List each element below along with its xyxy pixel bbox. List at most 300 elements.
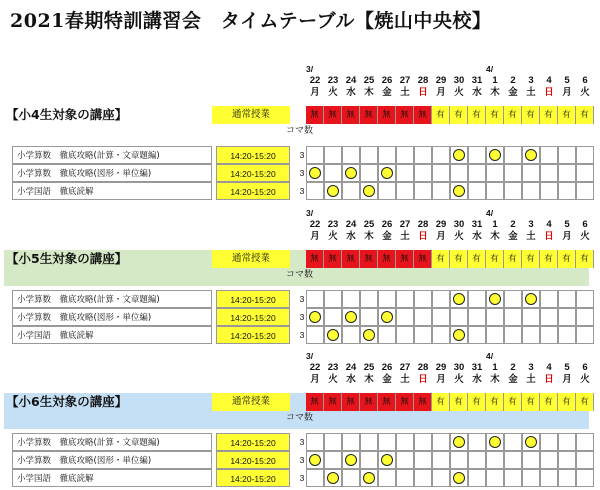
date-weekday: 日 (418, 374, 428, 385)
date-weekday: 水 (472, 374, 482, 385)
regular-class-status: 有 (450, 393, 468, 411)
schedule-day-cell (522, 308, 540, 326)
date-weekday: 土 (526, 231, 536, 242)
regular-class-status: 有 (468, 250, 486, 268)
date-day: 28 (417, 219, 429, 230)
course-koma-count: 3 (299, 473, 305, 483)
class-day-circle-icon (453, 185, 465, 197)
schedule-day-cell (342, 164, 360, 182)
class-day-circle-icon (489, 293, 501, 305)
date-weekday: 木 (364, 231, 374, 242)
date-month (432, 351, 450, 361)
course-time: 14:20-15:20 (216, 451, 290, 469)
schedule-day-cell (468, 290, 486, 308)
schedule-day-cell (360, 290, 378, 308)
regular-class-status: 無 (378, 393, 396, 411)
date-column-header (306, 351, 324, 393)
date-column-header (468, 351, 486, 393)
schedule-day-cell (396, 433, 414, 451)
date-weekday: 火 (454, 87, 464, 98)
class-day-circle-icon (453, 329, 465, 341)
schedule-day-cell (540, 326, 558, 344)
regular-class-status: 無 (360, 393, 378, 411)
regular-class-status: 有 (522, 393, 540, 411)
date-day: 27 (399, 362, 411, 373)
date-column-header (504, 64, 522, 106)
date-month (504, 64, 522, 74)
class-day-circle-icon (345, 454, 357, 466)
date-weekday: 日 (544, 87, 554, 98)
date-day: 25 (363, 75, 375, 86)
date-weekday: 水 (346, 231, 356, 242)
date-column-header (450, 64, 468, 106)
class-day-circle-icon (489, 436, 501, 448)
class-day-circle-icon (453, 149, 465, 161)
schedule-day-cell (324, 451, 342, 469)
date-column-header (414, 351, 432, 393)
date-column-header (486, 208, 504, 250)
schedule-day-cell (378, 290, 396, 308)
date-column-header (432, 64, 450, 106)
date-month (522, 208, 540, 218)
date-day: 2 (510, 75, 516, 86)
schedule-day-cell (576, 164, 594, 182)
date-month (432, 64, 450, 74)
schedule-day-cell (306, 164, 324, 182)
date-day: 5 (564, 75, 570, 86)
schedule-day-cell (504, 182, 522, 200)
regular-class-status: 有 (540, 393, 558, 411)
schedule-day-cell (342, 326, 360, 344)
schedule-day-cell (468, 433, 486, 451)
course-time: 14:20-15:20 (216, 164, 290, 182)
schedule-day-cell (558, 326, 576, 344)
course-koma-count: 3 (299, 455, 305, 465)
date-month (558, 64, 576, 74)
schedule-day-cell (450, 469, 468, 487)
schedule-day-cell (378, 308, 396, 326)
date-day: 29 (435, 362, 447, 373)
schedule-day-cell (396, 164, 414, 182)
schedule-day-cell (450, 326, 468, 344)
regular-class-status: 無 (306, 393, 324, 411)
date-column-header (468, 208, 486, 250)
schedule-day-cell (450, 433, 468, 451)
schedule-day-cell (468, 308, 486, 326)
course-name: 小学算数 徹底攻略(計算・文章題編) (12, 433, 212, 451)
section-header-band (4, 250, 589, 286)
schedule-day-cell (468, 146, 486, 164)
regular-class-status: 有 (558, 106, 576, 124)
regular-class-status: 有 (468, 106, 486, 124)
course-koma-count: 3 (299, 312, 305, 322)
date-month (540, 208, 558, 218)
date-month (342, 208, 360, 218)
date-column-header (504, 208, 522, 250)
date-column-header (396, 64, 414, 106)
schedule-day-cell (378, 164, 396, 182)
date-day: 4 (546, 362, 552, 373)
course-row (12, 164, 589, 182)
date-column-header (558, 208, 576, 250)
schedule-day-cell (306, 469, 324, 487)
date-column-header (360, 64, 378, 106)
schedule-day-cell (360, 451, 378, 469)
date-weekday: 土 (400, 87, 410, 98)
schedule-day-cell (360, 326, 378, 344)
course-koma-count: 3 (299, 168, 305, 178)
date-day: 2 (510, 219, 516, 230)
schedule-day-cell (486, 308, 504, 326)
date-month (396, 208, 414, 218)
date-month (324, 64, 342, 74)
date-day: 24 (345, 75, 357, 86)
date-day: 26 (381, 219, 393, 230)
schedule-day-cell (486, 164, 504, 182)
date-day: 3 (528, 75, 534, 86)
schedule-day-cell (378, 326, 396, 344)
schedule-day-cell (468, 451, 486, 469)
schedule-day-cell (342, 146, 360, 164)
date-column-header (576, 351, 594, 393)
schedule-day-cell (468, 164, 486, 182)
class-day-circle-icon (309, 311, 321, 323)
schedule-day-cell (576, 326, 594, 344)
schedule-day-cell (306, 308, 324, 326)
regular-class-status: 無 (324, 250, 342, 268)
date-day: 23 (327, 75, 339, 86)
schedule-day-cell (504, 433, 522, 451)
date-month (342, 351, 360, 361)
schedule-day-cell (414, 146, 432, 164)
class-day-circle-icon (363, 472, 375, 484)
komasu-label: コマ数 (286, 413, 314, 423)
schedule-day-cell (360, 164, 378, 182)
section-header-band (4, 106, 589, 142)
date-day: 27 (399, 219, 411, 230)
date-month: 4/ (486, 64, 494, 74)
date-day: 29 (435, 75, 447, 86)
date-column-header (522, 64, 540, 106)
date-day: 25 (363, 219, 375, 230)
regular-class-status: 有 (450, 106, 468, 124)
regular-class-status: 有 (486, 250, 504, 268)
komasu-label: コマ数 (286, 126, 314, 136)
schedule-day-cell (324, 469, 342, 487)
schedule-day-cell (306, 433, 324, 451)
section-heading: 【小5生対象の講座】 (6, 251, 128, 266)
schedule-day-cell (540, 146, 558, 164)
schedule-day-cell (576, 433, 594, 451)
schedule-day-cell (522, 451, 540, 469)
date-weekday: 金 (508, 87, 518, 98)
schedule-day-cell (558, 433, 576, 451)
regular-class-status: 有 (450, 250, 468, 268)
timetable-section-grade4 (4, 64, 596, 197)
date-weekday: 水 (346, 374, 356, 385)
course-name: 小学算数 徹底攻略(計算・文章題編) (12, 146, 212, 164)
schedule-day-cell (432, 433, 450, 451)
schedule-day-cell (468, 469, 486, 487)
regular-class-status: 有 (468, 393, 486, 411)
schedule-day-cell (378, 146, 396, 164)
schedule-day-cell (414, 308, 432, 326)
schedule-day-cell (540, 290, 558, 308)
date-column-header (576, 208, 594, 250)
date-day: 30 (453, 219, 465, 230)
schedule-day-cell (396, 308, 414, 326)
date-column-header (324, 351, 342, 393)
schedule-day-cell (414, 469, 432, 487)
date-weekday: 木 (364, 374, 374, 385)
date-weekday: 水 (472, 87, 482, 98)
regular-class-label: 通常授業 (212, 106, 290, 124)
regular-class-status: 無 (414, 393, 432, 411)
date-day: 3 (528, 219, 534, 230)
date-weekday: 月 (310, 231, 320, 242)
date-month (378, 64, 396, 74)
date-day: 23 (327, 362, 339, 373)
date-day: 1 (492, 219, 498, 230)
date-column-header (522, 208, 540, 250)
date-column-header (324, 208, 342, 250)
date-day: 3 (528, 362, 534, 373)
date-weekday: 日 (544, 374, 554, 385)
schedule-day-cell (432, 451, 450, 469)
schedule-day-cell (576, 308, 594, 326)
regular-class-status: 無 (306, 106, 324, 124)
regular-class-status: 無 (360, 106, 378, 124)
schedule-day-cell (342, 308, 360, 326)
date-month (576, 64, 594, 74)
class-day-circle-icon (309, 167, 321, 179)
date-month (360, 351, 378, 361)
class-day-circle-icon (525, 293, 537, 305)
schedule-day-cell (432, 308, 450, 326)
date-month (522, 64, 540, 74)
regular-class-status: 有 (432, 393, 450, 411)
course-time: 14:20-15:20 (216, 326, 290, 344)
date-month (414, 64, 432, 74)
date-weekday: 日 (544, 231, 554, 242)
date-column-header (414, 64, 432, 106)
schedule-day-cell (504, 308, 522, 326)
date-weekday: 火 (580, 374, 590, 385)
regular-class-status: 有 (540, 250, 558, 268)
course-time: 14:20-15:20 (216, 290, 290, 308)
schedule-day-cell (360, 308, 378, 326)
schedule-day-cell (450, 164, 468, 182)
schedule-day-cell (432, 146, 450, 164)
course-name: 小学算数 徹底攻略(計算・文章題編) (12, 290, 212, 308)
date-column-header (486, 64, 504, 106)
regular-class-status: 無 (414, 106, 432, 124)
date-month (504, 208, 522, 218)
course-name: 小学算数 徹底攻略(図形・単位編) (12, 164, 212, 182)
date-weekday: 月 (562, 374, 572, 385)
date-month (378, 208, 396, 218)
date-month (324, 208, 342, 218)
date-day: 2 (510, 362, 516, 373)
date-weekday: 月 (310, 374, 320, 385)
date-column-header (360, 351, 378, 393)
course-time: 14:20-15:20 (216, 182, 290, 200)
schedule-day-cell (414, 326, 432, 344)
class-day-circle-icon (525, 436, 537, 448)
regular-class-status: 有 (576, 106, 594, 124)
schedule-day-cell (486, 290, 504, 308)
date-day: 6 (582, 219, 588, 230)
class-day-circle-icon (345, 311, 357, 323)
date-weekday: 木 (490, 374, 500, 385)
date-month (504, 351, 522, 361)
schedule-day-cell (486, 433, 504, 451)
class-day-circle-icon (363, 185, 375, 197)
course-row (12, 469, 589, 487)
course-name: 小学算数 徹底攻略(図形・単位編) (12, 451, 212, 469)
course-row (12, 146, 589, 164)
date-weekday: 金 (382, 231, 392, 242)
date-day: 1 (492, 362, 498, 373)
date-column-header (378, 351, 396, 393)
regular-class-status: 無 (342, 106, 360, 124)
class-day-circle-icon (381, 454, 393, 466)
date-day: 22 (309, 75, 321, 86)
date-weekday: 木 (490, 87, 500, 98)
date-column-header (540, 351, 558, 393)
course-row (12, 451, 589, 469)
class-day-circle-icon (489, 149, 501, 161)
schedule-day-cell (432, 164, 450, 182)
regular-class-status: 有 (522, 106, 540, 124)
date-day: 31 (471, 219, 483, 230)
date-month (360, 208, 378, 218)
regular-class-status: 無 (396, 250, 414, 268)
schedule-day-cell (576, 451, 594, 469)
date-month (468, 64, 486, 74)
schedule-day-cell (342, 451, 360, 469)
class-day-circle-icon (453, 293, 465, 305)
schedule-day-cell (324, 146, 342, 164)
date-weekday: 月 (436, 231, 446, 242)
date-weekday: 水 (346, 87, 356, 98)
date-weekday: 月 (562, 87, 572, 98)
date-month (432, 208, 450, 218)
course-koma-count: 3 (299, 150, 305, 160)
schedule-day-cell (522, 326, 540, 344)
date-column-header (540, 208, 558, 250)
date-weekday: 土 (526, 374, 536, 385)
date-weekday: 火 (328, 374, 338, 385)
schedule-day-cell (432, 326, 450, 344)
schedule-day-cell (432, 290, 450, 308)
class-day-circle-icon (453, 436, 465, 448)
schedule-day-cell (450, 451, 468, 469)
date-column-header (468, 64, 486, 106)
schedule-day-cell (324, 182, 342, 200)
date-month (360, 64, 378, 74)
date-month (522, 351, 540, 361)
regular-class-status: 無 (342, 393, 360, 411)
course-name: 小学算数 徹底攻略(図形・単位編) (12, 308, 212, 326)
date-month: 3/ (306, 208, 314, 218)
schedule-day-cell (306, 182, 324, 200)
date-weekday: 木 (490, 231, 500, 242)
course-row (12, 182, 589, 200)
date-weekday: 火 (328, 231, 338, 242)
schedule-day-cell (468, 326, 486, 344)
date-weekday: 火 (580, 231, 590, 242)
schedule-day-cell (486, 182, 504, 200)
date-day: 24 (345, 362, 357, 373)
date-column-header (306, 208, 324, 250)
regular-class-status: 無 (306, 250, 324, 268)
schedule-day-cell (540, 433, 558, 451)
date-column-header (504, 351, 522, 393)
date-weekday: 土 (400, 374, 410, 385)
date-column-header (306, 64, 324, 106)
date-day: 30 (453, 75, 465, 86)
date-day: 25 (363, 362, 375, 373)
date-day: 22 (309, 219, 321, 230)
course-name: 小学国語 徹底読解 (12, 326, 212, 344)
course-time: 14:20-15:20 (216, 469, 290, 487)
schedule-day-cell (306, 326, 324, 344)
schedule-day-cell (486, 146, 504, 164)
course-time: 14:20-15:20 (216, 146, 290, 164)
date-day: 1 (492, 75, 498, 86)
schedule-day-cell (540, 469, 558, 487)
date-month (540, 64, 558, 74)
regular-class-label: 通常授業 (212, 250, 290, 268)
date-weekday: 金 (508, 374, 518, 385)
course-row (12, 433, 589, 451)
schedule-day-cell (522, 433, 540, 451)
regular-class-status: 有 (576, 250, 594, 268)
date-weekday: 月 (436, 374, 446, 385)
course-koma-count: 3 (299, 330, 305, 340)
date-day: 31 (471, 75, 483, 86)
schedule-day-cell (306, 146, 324, 164)
date-month (342, 64, 360, 74)
course-name: 小学国語 徹底読解 (12, 182, 212, 200)
date-day: 5 (564, 362, 570, 373)
date-column-header (378, 208, 396, 250)
date-month (414, 351, 432, 361)
schedule-day-cell (450, 290, 468, 308)
date-day: 26 (381, 362, 393, 373)
regular-class-status: 有 (540, 106, 558, 124)
regular-class-status: 無 (342, 250, 360, 268)
date-weekday: 土 (526, 87, 536, 98)
course-koma-count: 3 (299, 294, 305, 304)
schedule-day-cell (540, 451, 558, 469)
date-weekday: 日 (418, 87, 428, 98)
course-koma-count: 3 (299, 186, 305, 196)
date-column-header (396, 208, 414, 250)
schedule-day-cell (486, 469, 504, 487)
class-day-circle-icon (381, 167, 393, 179)
class-day-circle-icon (453, 472, 465, 484)
schedule-day-cell (432, 469, 450, 487)
date-weekday: 火 (454, 374, 464, 385)
date-column-header (432, 208, 450, 250)
schedule-day-cell (342, 433, 360, 451)
date-column-header (576, 64, 594, 106)
regular-class-status: 無 (396, 106, 414, 124)
date-month: 3/ (306, 351, 314, 361)
date-month (378, 351, 396, 361)
